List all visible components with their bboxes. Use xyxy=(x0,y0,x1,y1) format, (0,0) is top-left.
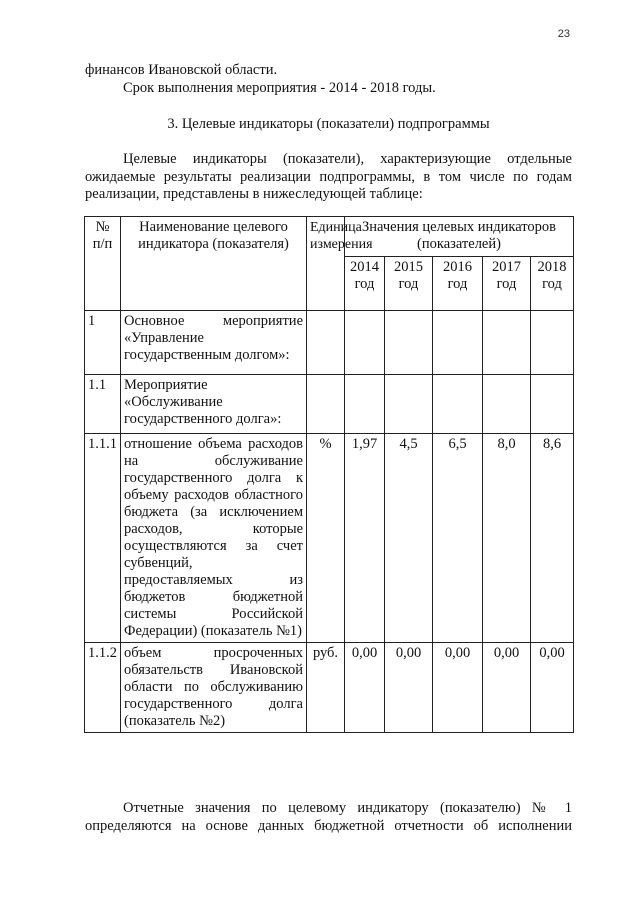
row-value xyxy=(345,375,385,434)
row-value xyxy=(433,375,483,434)
table-row xyxy=(85,643,574,733)
row-value: 0,00 xyxy=(345,643,385,733)
row-value: 8,6 xyxy=(531,434,574,643)
row-num: 1 xyxy=(85,311,121,375)
table-header-row xyxy=(85,217,574,257)
header-year: 2016 год xyxy=(433,257,483,311)
row-value: 0,00 xyxy=(433,643,483,733)
header-unit: Единица измерения xyxy=(307,217,345,311)
row-value xyxy=(483,375,531,434)
table-row xyxy=(85,311,574,375)
row-value xyxy=(385,311,433,375)
table-row xyxy=(85,434,574,643)
row-num: 1.1.1 xyxy=(85,434,121,643)
row-unit xyxy=(307,311,345,375)
row-value: 6,5 xyxy=(433,434,483,643)
row-value: 0,00 xyxy=(385,643,433,733)
bottom-line-2: определяются на основе данных бюджетной отчетности об исполнении xyxy=(85,817,572,834)
header-name: Наименование целевого индикатора (показателя) xyxy=(121,217,307,311)
row-num: 1.1 xyxy=(85,375,121,434)
indicators-table xyxy=(84,216,574,733)
paragraph-continuation: финансов Ивановской области. xyxy=(85,62,278,78)
header-num: № п/п xyxy=(85,217,121,311)
section-heading: 3. Целевые индикаторы (показатели) подпрограммы xyxy=(167,116,490,132)
row-value xyxy=(483,311,531,375)
bottom-line-1: Отчетные значения по целевому индикатору (показателю) № 1 xyxy=(123,800,572,816)
bottom-paragraph xyxy=(85,800,572,835)
row-unit xyxy=(307,375,345,434)
row-value xyxy=(433,311,483,375)
header-year: 2014 год xyxy=(345,257,385,311)
row-value xyxy=(531,375,574,434)
row-name: отношение объема расходов на обслуживание государственного долга к объему расходов областного бюджета (за исключением расходов, которые осуществляются за счет субвенций, предоставляемых из бюджетов бюджетной системы Российской Федерации) (показатель №1) xyxy=(121,434,307,643)
row-value xyxy=(345,311,385,375)
row-value: 0,00 xyxy=(483,643,531,733)
header-year: 2017 год xyxy=(483,257,531,311)
row-name: Основное мероприятие «Управление государственным долгом»: xyxy=(121,311,307,375)
header-values: Значения целевых индикаторов (показателей) xyxy=(345,217,574,257)
header-year: 2015 год xyxy=(385,257,433,311)
row-name: объем просроченных обязательств Ивановской области по обслуживанию государственного долга (показатель №2) xyxy=(121,643,307,733)
table-row xyxy=(85,375,574,434)
row-value: 8,0 xyxy=(483,434,531,643)
row-unit: % xyxy=(307,434,345,643)
header-year: 2018 год xyxy=(531,257,574,311)
row-num: 1.1.2 xyxy=(85,643,121,733)
paragraph-term: Срок выполнения мероприятия - 2014 - 2018 годы. xyxy=(123,80,436,96)
intro-line-2: ожидаемые результаты реализации подпрограммы, в том числе по годам xyxy=(85,168,572,185)
row-unit: руб. xyxy=(307,643,345,733)
page-number: 23 xyxy=(557,28,570,40)
row-name: Мероприятие «Обслуживание государственного долга»: xyxy=(121,375,307,434)
row-value xyxy=(385,375,433,434)
intro-line-3: реализации, представлены в нижеследующей таблице: xyxy=(85,186,423,202)
row-value: 4,5 xyxy=(385,434,433,643)
row-value: 0,00 xyxy=(531,643,574,733)
row-value xyxy=(531,311,574,375)
intro-paragraph xyxy=(85,151,572,204)
intro-line-1: Целевые индикаторы (показатели), характеризующие отдельные xyxy=(123,151,572,167)
row-value: 1,97 xyxy=(345,434,385,643)
